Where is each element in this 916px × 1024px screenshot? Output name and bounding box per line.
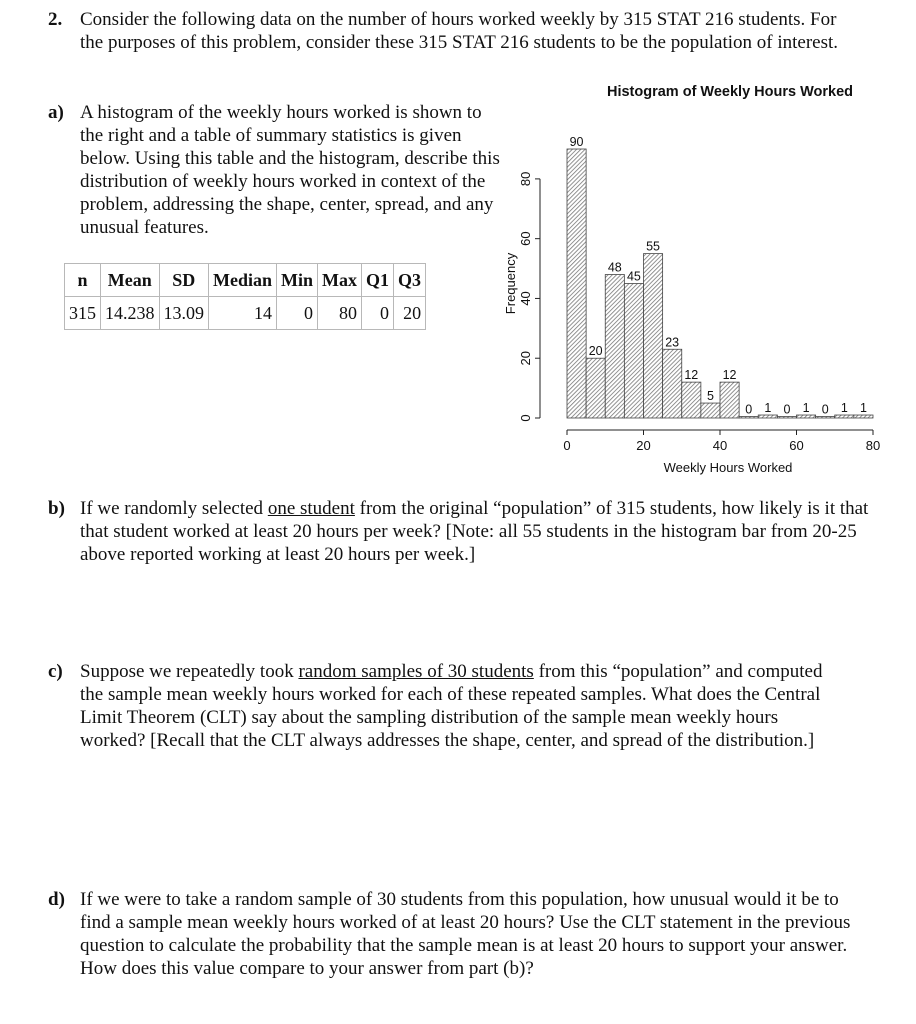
table-header: Q3 [394,264,426,297]
bar-value-label: 0 [821,402,829,417]
y-tick-label: 80 [518,171,533,187]
table-cell: 14.238 [101,297,160,330]
histogram-bar [777,417,796,419]
bar-value-label: 45 [626,269,641,284]
bar-value-label: 12 [684,368,699,383]
summary-statistics-table [64,263,426,330]
bar-value-label: 55 [646,239,661,254]
table-cell: 80 [318,297,362,330]
bar-value-label: 12 [722,368,737,383]
table-header: Min [277,264,318,297]
axes-layer [503,172,880,475]
table-header: Max [318,264,362,297]
bar-value-label: 20 [588,344,603,359]
table-row [65,297,426,330]
x-tick-label: 40 [712,438,728,453]
part-d-label: d) [48,889,65,910]
x-tick-label: 20 [636,438,651,453]
bar-value-label: 5 [706,389,714,404]
x-axis-label: Weekly Hours Worked [663,460,793,475]
table-header: Mean [101,264,160,297]
table-header-row [65,264,426,297]
histogram-bar [586,358,605,418]
histogram-bar [835,415,854,418]
y-tick-label: 40 [518,291,533,306]
histogram-bar [739,417,758,419]
bar-value-label: 0 [745,402,753,417]
table-cell: 315 [65,297,101,330]
histogram-bar [701,403,720,418]
histogram-bar [816,417,835,419]
x-tick-label: 0 [563,438,571,453]
question-number: 2. [48,9,63,30]
histogram-bar [644,254,663,418]
x-tick-label: 60 [789,438,804,453]
bar-value-label: 0 [783,402,791,417]
histogram-bar [720,382,739,418]
part-c-underlined: random samples of 30 students [298,661,534,682]
part-b-label: b) [48,498,65,519]
bar-value-label: 1 [764,401,772,416]
table-cell: 0 [277,297,318,330]
histogram-bar [567,149,586,418]
part-b-underlined: one student [267,498,355,519]
chart-title: Histogram of Weekly Hours Worked [606,84,854,100]
bar-value-label: 1 [802,401,810,416]
part-a-label: a) [48,102,64,123]
table-header: SD [159,264,209,297]
part-c-label: c) [48,661,63,682]
bar-value-label: 1 [840,401,848,416]
histogram-bar [624,284,643,419]
table-cell: 13.09 [159,297,209,330]
histogram-bar [758,415,777,418]
bar-value-label: 1 [859,401,867,416]
x-tick-label: 80 [865,438,881,453]
table-cell: 0 [362,297,394,330]
part-b-text [80,497,870,566]
bar-value-label: 23 [665,335,680,350]
y-tick-label: 20 [518,350,533,366]
histogram-bar [605,275,624,418]
histogram-bar [854,415,873,418]
part-c-text-after: from this “population” and computed the sample mean weekly hours worked for each of these repeated samples. What does the Central Limit Theorem (CLT) say about the sampling distribution of the sample mean weekly hours worked? [Recall that the CLT always addresses the shape, center, and spread of the distribution.] [80,661,823,751]
histogram-bar [663,349,682,418]
question-stem: Consider the following data on the number of hours worked weekly by 315 STAT 216 students. For the purposes of this problem, consider these 315 STAT 216 students to be the population of interest. [80,9,839,53]
table-cell: 20 [394,297,426,330]
bar-value-label: 90 [569,135,584,149]
part-c-text-before: Suppose we repeatedly took [80,661,299,682]
histogram-bar [797,415,816,418]
table-header: Q1 [362,264,394,297]
table-header: Median [209,264,277,297]
part-b-text-after: from the original “population” of 315 students, how likely is it that that student worked at least 20 hours per week? [Note: all 55 students in the histogram bar from 20-25 above reported working at least 20 hours per week.] [80,498,869,565]
y-axis-label: Frequency [503,252,518,315]
histogram-bar [682,382,701,418]
table-header: n [65,264,101,297]
table-cell: 14 [209,297,277,330]
part-a-text: A histogram of the weekly hours worked is shown to the right and a table of summary statistics is given below. Using this table and the histogram, describe this distribution of weekly hours worked in context of the problem, addressing the shape, center, spread, and any unusual features. [80,102,500,238]
part-b-text-before: If we randomly selected [80,498,268,519]
part-d-text: If we were to take a random sample of 30 students from this population, how unusual would it be to find a sample mean weekly hours worked of at least 20 hours? Use the CLT statement in the previous question to calculate the probability that the sample mean is at least 20 hours to support your answer. How does this value compare to your answer from part (b)? [80,889,851,979]
bars-layer [567,135,873,418]
y-tick-label: 0 [518,414,533,422]
bar-value-label: 48 [607,260,622,275]
y-tick-label: 60 [518,231,533,246]
histogram-chart [495,120,900,490]
part-c-text [80,660,840,752]
